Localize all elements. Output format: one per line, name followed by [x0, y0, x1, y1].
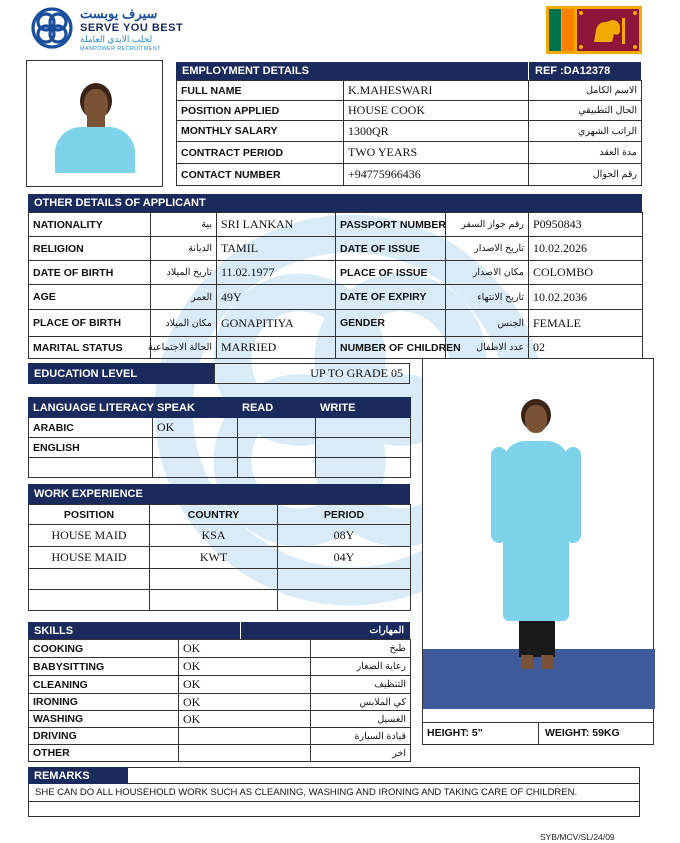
- skill-arabic: اخر: [311, 745, 411, 762]
- skill-row: [29, 711, 411, 728]
- education-level-value: UP TO GRADE 05: [214, 363, 410, 384]
- education-level-label: EDUCATION LEVEL: [28, 363, 214, 384]
- height-value: HEIGHT: 5": [423, 723, 539, 744]
- skill-name: CLEANING: [29, 676, 179, 694]
- skill-name: BABYSITTING: [29, 658, 179, 676]
- skills-title-arabic: المهارات: [240, 622, 410, 639]
- skills-title: SKILLS: [34, 624, 74, 637]
- work-experience-section: [28, 484, 410, 611]
- skill-arabic: التنظيف: [311, 676, 411, 694]
- period-header: PERIOD: [278, 505, 411, 525]
- date-of-expiry-arabic: تاريخ الانتهاء: [446, 285, 529, 310]
- contact-number-arabic: رقم الجوال: [529, 164, 642, 186]
- skill-value: OK: [179, 711, 311, 728]
- contract-period-label: CONTRACT PERIOD: [177, 142, 344, 164]
- skill-row: [29, 694, 411, 711]
- skill-name: IRONING: [29, 694, 179, 711]
- language-header-row: [29, 398, 411, 418]
- language-row: [29, 418, 411, 438]
- contact-number-value: +94775966436: [344, 164, 529, 186]
- read-header-cell: READ: [238, 398, 316, 418]
- number-of-children-arabic: عدد الاطفال: [446, 337, 529, 359]
- detail-row: [29, 261, 643, 285]
- employment-row: [177, 101, 642, 121]
- gender-value: FEMALE: [529, 310, 643, 337]
- skill-value: [179, 728, 311, 745]
- country-header: COUNTRY: [150, 505, 278, 525]
- skill-arabic: الغسيل: [311, 711, 411, 728]
- position-applied-label: POSITION APPLIED: [177, 101, 344, 121]
- speak-value: [153, 438, 238, 458]
- footer-code: SYB/MCV/SL/24/09: [540, 832, 615, 842]
- place-of-issue-value: COLOMBO: [529, 261, 643, 285]
- skill-value: OK: [179, 658, 311, 676]
- write-header-cell: WRITE: [316, 398, 411, 418]
- skills-section: [28, 622, 410, 762]
- number-of-children-value: 02: [529, 337, 643, 359]
- contract-period-arabic: مدة العقد: [529, 142, 642, 164]
- contract-period-value: TWO YEARS: [344, 142, 529, 164]
- contact-number-label: CONTACT NUMBER: [177, 164, 344, 186]
- read-value: [238, 458, 316, 478]
- passport-photo: [26, 60, 163, 187]
- work-header-row: [29, 505, 411, 525]
- date-of-issue-label: DATE OF ISSUE: [336, 237, 446, 261]
- language-header-cell: LANGUAGE LITERACY: [29, 398, 153, 418]
- remarks-text: SHE CAN DO ALL HOUSEHOLD WORK SUCH AS CLEANING, WASHING AND IRONING AND TAKING CARE OF CHILDREN.: [28, 784, 640, 802]
- employment-title: EMPLOYMENT DETAILS: [182, 65, 309, 77]
- work-country: KWT: [150, 547, 278, 569]
- write-value: [316, 438, 411, 458]
- skill-name: DRIVING: [29, 728, 179, 745]
- language-row: [29, 438, 411, 458]
- remarks-title: REMARKS: [28, 767, 128, 784]
- position-header: POSITION: [29, 505, 150, 525]
- gender-arabic: الجنس: [446, 310, 529, 337]
- skill-value: OK: [179, 640, 311, 658]
- speak-value: [153, 458, 238, 478]
- work-country: [150, 569, 278, 590]
- language-literacy-section: [28, 397, 410, 478]
- monthly-salary-arabic: الراتب الشهري: [529, 121, 642, 142]
- employment-row: [177, 142, 642, 164]
- employment-row: [177, 81, 642, 101]
- skill-arabic: طبخ: [311, 640, 411, 658]
- detail-row: [29, 310, 643, 337]
- place-of-issue-label: PLACE OF ISSUE: [336, 261, 446, 285]
- religion-label: RELIGION: [29, 237, 151, 261]
- full-name-value: K.MAHESWARI: [344, 81, 529, 101]
- skill-name: COOKING: [29, 640, 179, 658]
- skill-row: [29, 676, 411, 694]
- passport-number-value: P0950843: [529, 213, 643, 237]
- marital-status-arabic: الحالة الاجتماعية: [151, 337, 217, 359]
- detail-row: [29, 337, 643, 359]
- skill-arabic: كي الملابس: [311, 694, 411, 711]
- language-name: ARABIC: [29, 418, 153, 438]
- number-of-children-label: NUMBER OF CHILDREN: [336, 337, 446, 359]
- position-applied-arabic: الحال التطبيقي: [529, 101, 642, 121]
- monthly-salary-value: 1300QR: [344, 121, 529, 142]
- date-of-expiry-value: 10.02.2036: [529, 285, 643, 310]
- passport-number-label: PASSPORT NUMBER: [336, 213, 446, 237]
- detail-row: [29, 213, 643, 237]
- language-row: [29, 458, 411, 478]
- skill-name: OTHER: [29, 745, 179, 762]
- work-position: [29, 590, 150, 611]
- sri-lanka-flag-icon: [546, 6, 642, 54]
- company-logo: [30, 6, 200, 54]
- reference-number: REF :DA12378: [528, 62, 641, 80]
- skill-value: OK: [179, 676, 311, 694]
- age-label: AGE: [29, 285, 151, 310]
- logo-english-name: SERVE YOU BEST: [80, 22, 184, 34]
- education-level-row: [28, 363, 410, 384]
- work-row: [29, 547, 411, 569]
- skill-arabic: رعاية الصغار: [311, 658, 411, 676]
- work-experience-title: WORK EXPERIENCE: [34, 488, 143, 500]
- read-value: [238, 438, 316, 458]
- write-value: [316, 418, 411, 438]
- skill-value: OK: [179, 694, 311, 711]
- logo-english-sub: MANPOWER RECRUITMENT: [80, 46, 161, 52]
- date-of-issue-value: 10.02.2026: [529, 237, 643, 261]
- nationality-label: NATIONALITY: [29, 213, 151, 237]
- date-of-birth-label: DATE OF BIRTH: [29, 261, 151, 285]
- date-of-birth-arabic: تاريخ الميلاد: [151, 261, 217, 285]
- logo-knot-icon: [30, 6, 74, 50]
- age-value: 49Y: [217, 285, 336, 310]
- work-period: [278, 590, 411, 611]
- work-position: HOUSE MAID: [29, 525, 150, 547]
- language-name: ENGLISH: [29, 438, 153, 458]
- carpet-background: [423, 649, 655, 709]
- detail-row: [29, 237, 643, 261]
- employment-row: [177, 121, 642, 142]
- marital-status-value: MARRIED: [217, 337, 336, 359]
- skill-row: [29, 658, 411, 676]
- work-row: [29, 569, 411, 590]
- skill-row: [29, 745, 411, 762]
- work-country: KSA: [150, 525, 278, 547]
- work-country: [150, 590, 278, 611]
- read-value: [238, 418, 316, 438]
- speak-value: OK: [153, 418, 238, 438]
- work-position: [29, 569, 150, 590]
- date-of-issue-arabic: تاريخ الاصدار: [446, 237, 529, 261]
- skill-value: [179, 745, 311, 762]
- date-of-birth-value: 11.02.1977: [217, 261, 336, 285]
- logo-arabic-sub: لجلب الايدي العاملة: [80, 34, 153, 44]
- religion-value: TAMIL: [217, 237, 336, 261]
- logo-arabic-name: سيرف يوبست: [80, 6, 158, 21]
- work-period: 04Y: [278, 547, 411, 569]
- write-value: [316, 458, 411, 478]
- employment-row: [177, 164, 642, 186]
- place-of-birth-label: PLACE OF BIRTH: [29, 310, 151, 337]
- age-arabic: العمر: [151, 285, 217, 310]
- marital-status-label: MARITAL STATUS: [29, 337, 151, 359]
- remarks-section: [28, 767, 640, 817]
- gender-label: GENDER: [336, 310, 446, 337]
- position-applied-value: HOUSE COOK: [344, 101, 529, 121]
- other-details-section: [28, 194, 642, 359]
- work-position: HOUSE MAID: [29, 547, 150, 569]
- religion-arabic: الديانة: [151, 237, 217, 261]
- skill-row: [29, 640, 411, 658]
- work-row: [29, 525, 411, 547]
- nationality-value: SRI LANKAN: [217, 213, 336, 237]
- employment-details-section: [176, 62, 641, 186]
- language-name: [29, 458, 153, 478]
- full-body-photo: [422, 358, 654, 723]
- speak-header-cell: SPEAK: [153, 398, 238, 418]
- other-details-title: OTHER DETAILS OF APPLICANT: [34, 197, 206, 209]
- work-row: [29, 590, 411, 611]
- weight-value: WEIGHT: 59KG: [545, 727, 620, 739]
- passport-number-arabic: رقم جواز السفر: [446, 213, 529, 237]
- full-name-label: FULL NAME: [177, 81, 344, 101]
- place-of-birth-value: GONAPITIYA: [217, 310, 336, 337]
- detail-row: [29, 285, 643, 310]
- nationality-arabic: بية: [151, 213, 217, 237]
- skill-arabic: قيادة السيارة: [311, 728, 411, 745]
- skill-row: [29, 728, 411, 745]
- monthly-salary-label: MONTHLY SALARY: [177, 121, 344, 142]
- work-period: 08Y: [278, 525, 411, 547]
- place-of-birth-arabic: مكان الميلاد: [151, 310, 217, 337]
- place-of-issue-arabic: مكان الاصدار: [446, 261, 529, 285]
- skill-name: WASHING: [29, 711, 179, 728]
- body-measurements-row: [422, 723, 654, 745]
- date-of-expiry-label: DATE OF EXPIRY: [336, 285, 446, 310]
- work-period: [278, 569, 411, 590]
- full-name-arabic: الاسم الكامل: [529, 81, 642, 101]
